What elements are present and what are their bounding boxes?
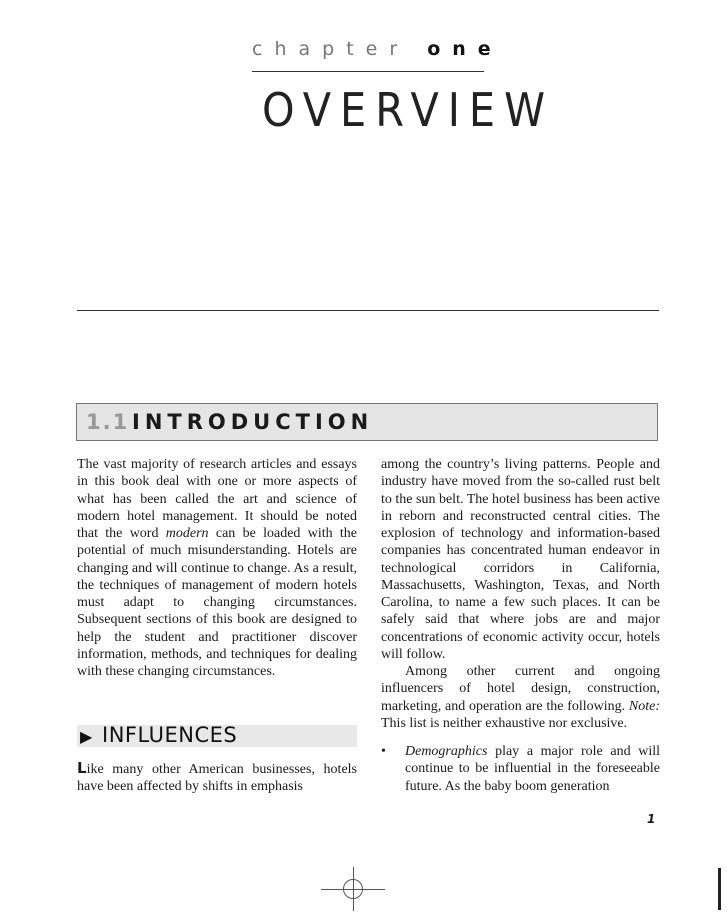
registration-mark-icon — [343, 879, 363, 899]
edge-trim-mark — [718, 868, 721, 910]
subheading-title: INFLUENCES — [102, 723, 238, 747]
note-label: Note: — [628, 698, 660, 714]
page-number: 1 — [647, 812, 656, 826]
bullet-dot-icon: • — [381, 744, 386, 759]
right-paragraph-2: Among other current and ongoing influencers of hotel design, construction, marketing, and operation are the following. Note: This list is neither exhaustive nor exclusive. — [381, 664, 660, 731]
triangle-bullet-icon: ▶ — [80, 727, 93, 746]
chapter-number-word: one — [427, 38, 503, 60]
influences-paragraph: Like many other American businesses, hotels have been affected by shifts in emphasis — [77, 759, 357, 795]
section-number: 1.1 — [86, 410, 130, 434]
right-column — [381, 456, 660, 732]
emphasis-modern: modern — [165, 526, 209, 541]
intro-paragraph: The vast majority of research articles and essays in this book deal with one or more aspects of what has been called the art and science of modern hotel management. It should be noted that the word modern can be loaded with the potential of much misunderstanding. Hotels are changing and will continue to change. As a result, the techniques of management of modern hotels must adapt to changing circumstances. Subsequent sections of this book are designed to help the student and practitioner discover information, methods, and techniques for dealing with these changing circumstances. — [77, 457, 358, 679]
chapter-word: chapter — [252, 38, 410, 60]
dropcap-letter: L — [77, 759, 87, 777]
right-paragraph-1: among the country’s living patterns. People and industry have moved from the so-called rust belt to the sun belt. The hotel business has been active in reborn and reconstructed central cities. The explosion of technology and information-based companies has concentrated human endeavor in technological corridors in California, Massachusetts, Washington, Texas, and North Carolina, to name a few such places. It can be safely said that where jobs are and major concentrations of economic activity occur, hotels will follow. — [381, 457, 660, 662]
chapter-label — [252, 38, 503, 60]
left-column — [77, 456, 357, 680]
bullet-text: Demographics play a major role and will continue to be influential in the foreseeable future. As the baby boom generation — [405, 744, 660, 794]
header-divider — [77, 310, 659, 311]
section-title: INTRODUCTION — [132, 410, 374, 434]
chapter-rule — [252, 71, 484, 72]
bullet-emphasis: Demographics — [405, 744, 488, 759]
chapter-title: OVERVIEW — [262, 83, 555, 137]
